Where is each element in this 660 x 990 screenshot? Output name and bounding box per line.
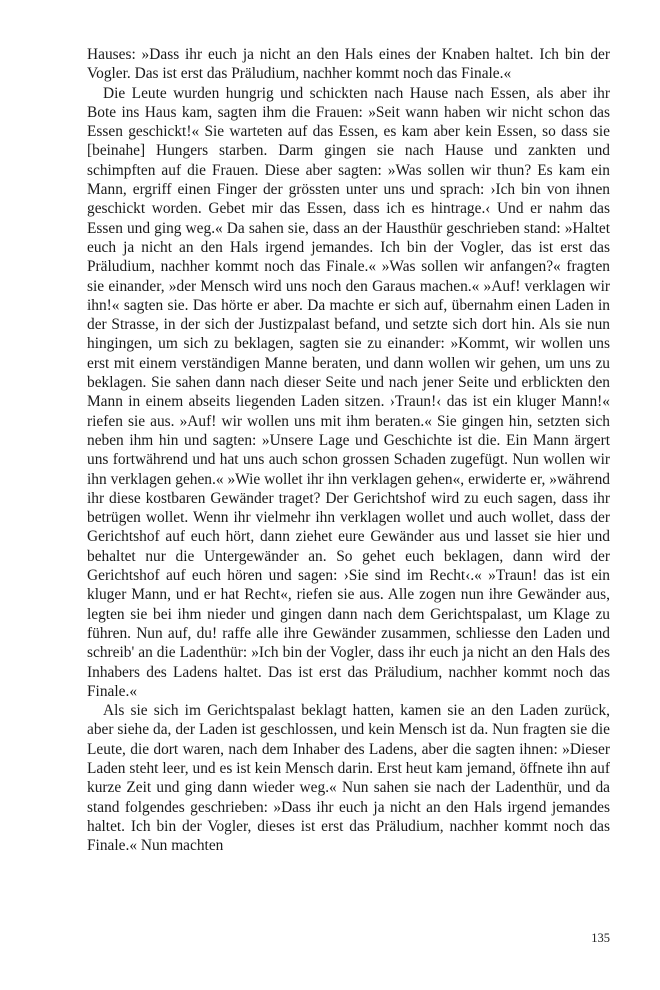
page-body xyxy=(87,45,610,855)
paragraph-1: Hauses: »Dass ihr euch ja nicht an den Hals eines der Knaben haltet. Ich bin der Vogler. Das ist erst das Präludium, nachher kommt noch das Finale.« xyxy=(87,46,610,83)
paragraph-3: Als sie sich im Gerichtspalast beklagt hatten, kamen sie an den Laden zurück, aber siehe da, der Laden ist geschlossen, und kein Mensch ist da. Nun fragten sie die Leute, die dort waren, nach dem Inhaber des Ladens, aber die sagten ihnen: »Dieser Laden steht leer, und es ist kein Mensch darin. Erst heut kam jemand, öffnete ihn auf kurze Zeit und ging dann wieder weg.« Nun sahen sie nach der Ladenthür, und da stand folgendes geschrieben: »Dass ihr euch ja nicht an den Hals irgend jemandes haltet. Ich bin der Vogler, dieses ist erst das Präludium, nachher kommt noch das Finale.« Nun machten xyxy=(87,702,610,855)
page-number: 135 xyxy=(591,931,610,945)
paragraph-2: Die Leute wurden hungrig und schickten nach Hause nach Essen, als aber ihr Bote ins Haus kam, sagten ihm die Frauen: »Seit wann haben wir nicht schon das Essen geschickt!« Sie warteten auf das Essen, es kam aber kein Essen, so dass sie [beinahe] Hungers starben. Darm gingen sie nach Hause und zankten und schimpften auf die Frauen. Diese aber sagten: »Was sollen wir thun? Es kam ein Mann, ergriff einen Finger der grössten unter uns und sprach: ›Ich bin von ihnen geschickt worden. Gebet mir das Essen, dass ich es hintrage.‹ Und er nahm das Essen und ging weg.« Da sahen sie, dass an der Hausthür geschrieben stand: »Haltet euch ja nicht an den Hals irgend jemandes. Ich bin der Vogler, das ist erst das Präludium, nachher kommt noch das Finale.« »Was sollen wir anfangen?« fragten sie einander, »der Mensch wird uns noch den Garaus machen.« »Auf! verklagen wir ihn!« sagten sie. Das hörte er aber. Da machte er sich auf, übernahm einen Laden in der Strasse, in der sich der Justizpalast befand, und setzte sich dort hin. Als sie nun hingingen, um sich zu beklagen, sagten sie zu einander: »Kommt, wir wollen uns erst mit einem verständigen Manne beraten, und dann wollen wir gehen, um uns zu beklagen. Sie sahen dann nach dieser Seite und nach jener Seite und erblickten den Mann in einem abseits liegenden Laden sitzen. ›Traun!‹ das ist ein kluger Mann!« riefen sie aus. »Auf! wir wollen uns mit ihm beraten.« Sie gingen hin, setzten sich neben ihm hin und sagten: »Unsere Lage und Geschichte ist die. Ein Mann ärgert uns fortwährend und hat uns auch schon grossen Schaden zugefügt. Nun wollen wir ihn verklagen gehen.« »Wie wollet ihr ihn verklagen gehen«, erwiderte er, »während ihr diese kostbaren Gewänder traget? Der Gerichtshof wird zu euch sagen, dass ihr betrügen wollet. Wenn ihr vielmehr ihn verklagen wollet und auch wollet, dass der Gerichtshof auf euch hört, dann ziehet eure Gewänder aus und lasset sie hier und behaltet nur die Untergewänder an. So gehet euch beklagen, dann wird der Gerichtshof auf euch hören und sagen: ›Sie sind im Recht‹.« »Traun! das ist ein kluger Mann, und er hat Recht«, riefen sie aus. Alle zogen nun ihre Gewänder aus, legten sie bei ihm nieder und gingen dann nach dem Gerichtspalast, um Klage zu führen. Nun auf, du! raffe alle ihre Gewänder zusammen, schliesse den Laden und schreib' an die Ladenthür: »Ich bin der Vogler, dass ihr euch ja nicht an den Hals des Inhabers des Ladens haltet. Das ist erst das Präludium, nachher kommt noch das Finale.« xyxy=(87,84,610,700)
